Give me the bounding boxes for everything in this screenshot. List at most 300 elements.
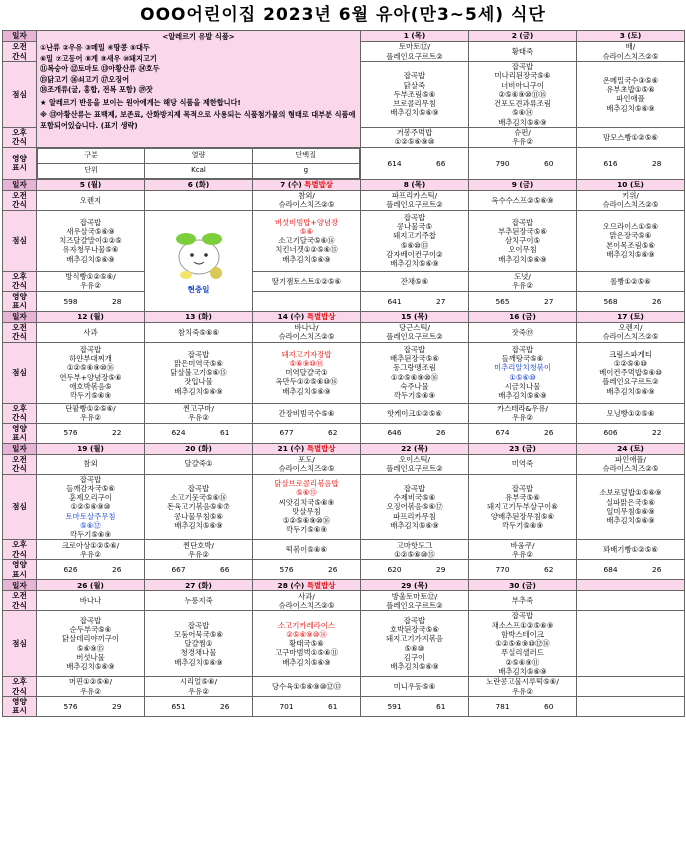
date-label: 16 (금) — [509, 312, 536, 322]
nutrition-cell — [577, 560, 685, 580]
allergy-heading: <알레르기 유발 식품> — [162, 32, 235, 41]
kcal-value: 624 — [171, 428, 186, 438]
pm-snack-cell — [37, 403, 145, 423]
am-snack-cell — [145, 454, 253, 474]
nutrition-cell — [37, 291, 145, 311]
special-badge: 특별밥상 — [301, 180, 333, 190]
am-snack-cell — [577, 190, 685, 210]
date-label: 1 (목) — [403, 31, 426, 41]
menu-line: 꽈배기빵①②⑤⑥ — [602, 545, 659, 555]
pm-snack-cell — [577, 677, 685, 697]
holiday-cell — [145, 210, 253, 311]
menu-line: ①②⑤⑥⑨⑩⑯ — [282, 516, 331, 526]
protein-value: 27 — [544, 296, 554, 306]
menu-line: 우유② — [80, 549, 101, 559]
menu-line: 오전 — [12, 591, 27, 601]
page-title: OOO어린이집 2023년 6월 유아(만3~5세) 식단 — [140, 5, 546, 25]
pm-snack-cell — [145, 540, 253, 560]
row-label — [3, 560, 37, 580]
date-label: 29 (목) — [401, 580, 428, 590]
am-snack-cell — [469, 454, 577, 474]
pm-snack-cell — [37, 677, 145, 697]
menu-line: 배/ — [625, 42, 636, 52]
kcal-value: 616 — [603, 158, 618, 168]
menu-line: 노란콩고물시루떡⑤⑥/ — [486, 677, 559, 687]
menu-line: 고마핫도그 — [396, 540, 433, 550]
menu-line: 모닝빵①②⑤⑥ — [606, 408, 655, 418]
legend-cell: Kcal — [145, 163, 252, 178]
menu-line: 배추김치⑤⑥⑨ — [606, 386, 655, 396]
date-cell — [577, 179, 685, 190]
menu-line: ①②⑤⑥⑨⑩ — [70, 502, 111, 512]
menu-line: 표시 — [12, 569, 27, 579]
menu-line: 잡곡밥 — [403, 483, 426, 493]
pm-snack-cell — [145, 677, 253, 697]
date-cell — [469, 311, 577, 322]
menu-line: 간식 — [12, 600, 27, 610]
row-label: 일자 — [3, 443, 37, 454]
mascot-icon — [164, 227, 234, 283]
date-cell — [469, 31, 577, 42]
pm-snack-cell — [253, 540, 361, 560]
menu-line: 깍두기⑤⑥⑨ — [285, 525, 328, 535]
menu-line: 미역달걀국① — [285, 368, 328, 378]
am-snack-cell — [469, 591, 577, 611]
kcal-value: 641 — [387, 296, 402, 306]
protein-value: 29 — [112, 701, 122, 711]
am-snack-cell — [577, 322, 685, 342]
menu-line: 소고기카레라이스 — [277, 620, 336, 630]
protein-value: 26 — [544, 428, 554, 438]
menu-line: 동그랑땡조림 — [393, 363, 436, 373]
menu-line: 표시 — [12, 433, 27, 443]
kcal-value: 591 — [387, 701, 402, 711]
date-label: 22 (목) — [401, 443, 428, 453]
date-cell — [37, 311, 145, 322]
menu-line: 슈라이스치즈②⑤ — [278, 200, 335, 210]
protein-value: 61 — [220, 428, 230, 438]
lunch-cell — [253, 342, 361, 403]
menu-line: 핫케이크①②⑤⑥ — [386, 408, 443, 418]
menu-line: 맘모스빵①②⑤⑥ — [602, 132, 659, 142]
nutrition-cell — [37, 423, 145, 443]
date-row — [3, 443, 685, 454]
menu-line: 브로콜리무침 — [393, 99, 436, 108]
kcal-value: 614 — [387, 158, 402, 168]
protein-value: 62 — [328, 428, 338, 438]
menu-line: 배추김치⑤⑥⑨ — [282, 254, 331, 264]
nutrition-row — [3, 560, 685, 580]
special-badge: 특별밥상 — [304, 443, 336, 453]
date-label: 15 (목) — [401, 312, 428, 322]
menu-line: 소고기달국⑤⑥⑯ — [278, 236, 335, 246]
menu-line: ⑤⑥ — [299, 226, 314, 236]
menu-line: 콩나물국⑤ — [396, 222, 433, 232]
menu-line: 채소스프①②⑤⑥⑨ — [491, 620, 554, 630]
nutrition-cell — [253, 697, 361, 717]
menu-line: 양배추된장무침⑤⑥ — [490, 511, 555, 521]
kcal-value: 576 — [63, 701, 78, 711]
am-snack-row — [3, 591, 685, 611]
pm-snack-cell — [361, 540, 469, 560]
menu-line: 플레인요구르트② — [386, 200, 443, 210]
menu-line: 오전 — [12, 322, 27, 332]
menu-line: 사과 — [83, 327, 98, 337]
menu-line: 오후 — [12, 677, 27, 687]
protein-value: 29 — [436, 565, 446, 575]
menu-line: 당근스틱/ — [398, 322, 431, 332]
menu-line: 잔채⑤⑥ — [400, 276, 429, 286]
menu-line: 잡곡밥 — [511, 344, 534, 354]
menu-line: ②⑤⑥⑨⑩⑪⑯ — [498, 89, 547, 99]
holiday-label: 현충일 — [187, 285, 210, 295]
menu-line: 방울토마토⑫/ — [391, 591, 438, 601]
menu-line: 들깨탕국⑤⑥ — [501, 354, 544, 364]
lunch-cell — [253, 474, 361, 540]
menu-line: 치킨너겟①②⑤⑥⑮ — [275, 245, 338, 255]
menu-line: 배추김치⑤⑥⑨ — [66, 662, 115, 672]
menu-line: 간식 — [12, 200, 27, 210]
menu-line: 영양 — [12, 291, 27, 301]
nutrition-cell — [577, 697, 685, 717]
lunch-row — [3, 342, 685, 403]
menu-line: 소보로덮밥①⑤⑥⑨ — [599, 488, 662, 498]
menu-line: 돼지고기가지볶음 — [385, 634, 444, 644]
pm-snack-cell — [361, 677, 469, 697]
kcal-value: 781 — [495, 701, 510, 711]
nutrition-cell — [145, 697, 253, 717]
nutrition-cell — [145, 423, 253, 443]
menu-line: 배추김치⑤⑥⑨ — [174, 657, 223, 667]
menu-line: 간식 — [12, 332, 27, 342]
menu-line: 건포도견과류조림 — [493, 99, 552, 108]
menu-line: 잡곡밥 — [187, 620, 210, 630]
menu-line: 우유② — [512, 413, 533, 423]
menu-line: 배추김치⑤⑥⑨ — [390, 520, 439, 530]
menu-line: 애호박볶음⑤ — [69, 381, 112, 391]
date-label: 9 (금) — [511, 180, 534, 190]
menu-line: 토마토살주무침 — [65, 511, 116, 521]
menu-line: 버섯나물 — [76, 652, 105, 662]
legend-cell: 단백질 — [252, 148, 359, 163]
date-cell — [361, 443, 469, 454]
menu-line: 롤빵①②⑤⑥ — [610, 276, 651, 286]
date-label: 30 (금) — [509, 580, 536, 590]
date-cell — [577, 311, 685, 322]
kcal-value: 684 — [603, 565, 618, 575]
menu-line: 잡곡밥 — [511, 62, 534, 71]
kcal-value: 651 — [171, 701, 186, 711]
row-label — [3, 540, 37, 560]
row-label: 점심 — [3, 210, 37, 271]
lunch-cell — [469, 611, 577, 677]
protein-value: 26 — [652, 565, 662, 575]
menu-line: 슈라이스치즈②⑤ — [278, 600, 335, 610]
menu-line: 돼지고기주찹 — [393, 231, 436, 241]
pm-snack-cell — [577, 540, 685, 560]
menu-line: 누룽지죽 — [184, 596, 213, 606]
menu-line: 파인애플/ — [614, 454, 647, 464]
menu-line: 배추된장국⑤⑥ — [390, 354, 439, 364]
protein-value: 22 — [112, 428, 122, 438]
am-snack-row — [3, 322, 685, 342]
legend-cell: 단위 — [38, 163, 145, 178]
date-cell — [469, 580, 577, 591]
date-label: 2 (금) — [511, 31, 534, 41]
menu-line: 우유② — [188, 686, 209, 696]
date-label: 3 (토) — [619, 31, 642, 41]
am-snack-cell — [469, 190, 577, 210]
lunch-cell — [469, 342, 577, 403]
nutrition-cell — [577, 423, 685, 443]
row-label: 점심 — [3, 611, 37, 677]
menu-line: 잡곡밥 — [511, 217, 534, 227]
menu-line: 시리얼⑤⑥/ — [179, 677, 218, 687]
date-label: 27 (화) — [185, 580, 212, 590]
nutrition-cell — [469, 423, 577, 443]
menu-line: 거봉주먹밥 — [396, 127, 433, 137]
date-cell — [469, 179, 577, 190]
menu-line: 모둠어묵국⑤⑥ — [174, 629, 223, 639]
row-label — [3, 127, 37, 147]
menu-line: 깍두기⑤⑥⑨ — [69, 530, 112, 540]
kcal-value: 565 — [495, 296, 510, 306]
legend-cell: 열량 — [145, 148, 252, 163]
pm-snack-cell — [469, 271, 577, 291]
nutrition-cell — [469, 147, 577, 179]
menu-line: 닭살브로콜리볶음밥 — [274, 479, 339, 489]
allergy-note: ※ ⑬아황산류는 표백제, 보존료, 산화방지제 목적으로 사용되는 식품첨가물의 형태로 대부분 식품에 포함되어있습니다. (표기 생략) — [40, 110, 356, 130]
nutrition-legend-grid — [37, 148, 360, 179]
date-label: 26 (월) — [77, 580, 104, 590]
date-cell — [145, 580, 253, 591]
protein-value: 60 — [544, 701, 554, 711]
menu-line: 바나나 — [79, 596, 102, 606]
menu-line: 머핀①②⑤⑥/ — [68, 677, 113, 687]
menu-line: 플레인요구르트② — [386, 51, 443, 61]
date-label: 24 (토) — [617, 443, 644, 453]
pm-snack-cell — [253, 403, 361, 423]
nutrition-cell — [361, 560, 469, 580]
pm-snack-cell — [361, 271, 469, 291]
menu-line: 부추죽 — [511, 596, 534, 606]
row-label: 점심 — [3, 474, 37, 540]
menu-line: 키위/ — [622, 190, 639, 200]
menu-line: 배추김치⑤⑥⑨ — [390, 108, 439, 118]
date-label: 23 (금) — [509, 443, 536, 453]
menu-line: 삼치구이⑤ — [504, 236, 541, 246]
date-cell — [253, 443, 361, 454]
date-cell — [145, 179, 253, 190]
row-label — [3, 42, 37, 62]
menu-line: 간식 — [12, 137, 27, 147]
menu-line: 배추김치⑤⑥⑨ — [498, 254, 547, 264]
date-cell — [37, 443, 145, 454]
menu-line: 바나나/ — [294, 322, 319, 332]
nutrition-cell — [145, 560, 253, 580]
protein-value: 26 — [436, 428, 446, 438]
pm-snack-cell — [577, 403, 685, 423]
menu-line: 씨앗김치국⑤⑥⑨ — [278, 497, 335, 507]
menu-line: ①②⑤⑥⑨⑩⑫⑯ — [495, 639, 550, 649]
menu-line: 슈라이스치즈②⑤ — [602, 51, 659, 61]
menu-line: 간장비빔국수⑤⑥ — [278, 408, 335, 418]
date-label: 20 (화) — [185, 443, 212, 453]
pm-snack-cell — [469, 540, 577, 560]
menu-line: 맑은미역국⑤⑥ — [174, 358, 223, 368]
menu-line: 황태국⑤⑥ — [289, 639, 324, 649]
menu-line: 황태죽 — [511, 46, 534, 56]
nutrition-cell — [361, 423, 469, 443]
kcal-value: 576 — [63, 428, 78, 438]
menu-line: ①②⑤⑥⑨⑩ — [394, 137, 435, 147]
menu-line: 오후 — [12, 540, 27, 550]
menu-line: 치즈달걀말이①②⑤ — [59, 236, 122, 246]
menu-line: 배추김치⑤⑥⑨ — [282, 386, 331, 396]
lunch-cell — [37, 342, 145, 403]
nutrition-legend — [37, 147, 361, 179]
menu-line: ①②⑤⑥⑨⑩⑯ — [390, 372, 439, 382]
row-label — [3, 271, 37, 291]
protein-value: 60 — [544, 158, 554, 168]
row-label: 점심 — [3, 62, 37, 128]
protein-value: 26 — [220, 701, 230, 711]
am-snack-cell — [361, 42, 469, 62]
menu-line: 닭살불고기⑤⑥⑮ — [170, 368, 227, 378]
allergy-info — [37, 31, 361, 148]
pm-snack-row — [3, 540, 685, 560]
pm-snack-cell — [253, 271, 361, 291]
menu-line: 오전 — [12, 42, 27, 52]
date-label: 19 (월) — [77, 443, 104, 453]
nutrition-cell — [577, 291, 685, 311]
allergy-line: ①난류 ②우유 ③메밀 ④땅콩 ⑤대두 — [40, 43, 150, 53]
am-snack-cell — [253, 190, 361, 210]
menu-line: 미니우동⑤⑥ — [393, 681, 436, 691]
nutrition-row — [3, 423, 685, 443]
kcal-value: 646 — [387, 428, 402, 438]
date-cell — [145, 311, 253, 322]
date-cell — [37, 179, 145, 190]
kcal-value: 568 — [603, 296, 618, 306]
menu-line: 연두부+양념장⑤⑥ — [59, 372, 122, 382]
menu-line: 오렌지 — [79, 195, 102, 205]
menu-line: 우유② — [512, 137, 533, 147]
special-badge: 특별밥상 — [304, 580, 336, 590]
nutrition-cell — [469, 291, 577, 311]
menu-line: 하얀부대찌개 — [69, 354, 112, 364]
kcal-value: 576 — [279, 565, 294, 575]
menu-line: 잡곡밥 — [403, 212, 426, 222]
menu-line: 배추김치⑤⑥⑨ — [174, 520, 223, 530]
am-snack-cell — [577, 591, 685, 611]
special-badge: 특별밥상 — [304, 312, 336, 322]
menu-line: 파프리카무침 — [393, 511, 436, 521]
protein-value: 27 — [436, 296, 446, 306]
lunch-cell — [37, 611, 145, 677]
menu-line: 간식 — [12, 686, 27, 696]
date-cell — [577, 443, 685, 454]
date-row — [3, 580, 685, 591]
date-cell — [253, 580, 361, 591]
menu-line: 잣죽⑲ — [511, 327, 534, 337]
pm-snack-cell — [37, 271, 145, 291]
menu-line: 우유② — [188, 413, 209, 423]
pm-snack-cell — [577, 127, 685, 147]
date-label: 17 (토) — [617, 312, 644, 322]
menu-line: 플레인요구르트② — [602, 377, 659, 387]
menu-line: 포도/ — [298, 454, 315, 464]
date-cell — [37, 580, 145, 591]
am-snack-cell — [577, 454, 685, 474]
menu-line: 딸기잼토스트①②⑤⑥ — [271, 276, 342, 286]
menu-line: ①②⑤⑥⑨⑩⑯ — [66, 363, 115, 373]
date-label: 12 (월) — [77, 312, 104, 322]
am-snack-cell — [37, 322, 145, 342]
date-label: 7 (수) — [280, 180, 302, 190]
date-cell — [145, 443, 253, 454]
menu-line: 영양 — [12, 153, 27, 163]
menu-line: 단팥빵①②⑤⑥/ — [65, 403, 116, 413]
lunch-cell — [469, 474, 577, 540]
lunch-cell — [361, 342, 469, 403]
menu-line: 깍두기⑤⑥⑨ — [69, 391, 112, 401]
row-label — [3, 591, 37, 611]
protein-value: 26 — [112, 565, 122, 575]
menu-line: 사과/ — [298, 591, 315, 601]
date-label: 6 (화) — [187, 180, 210, 190]
nutrition-cell — [37, 560, 145, 580]
menu-line: ⑤⑥⑩ — [404, 643, 425, 653]
am-snack-cell — [145, 591, 253, 611]
lunch-cell — [37, 474, 145, 540]
am-snack-cell — [145, 322, 253, 342]
menu-line: 잡곡밥 — [79, 344, 102, 354]
nutrition-cell — [37, 697, 145, 717]
menu-line: 청경채나물 — [180, 648, 217, 658]
lunch-cell — [361, 474, 469, 540]
am-snack-cell — [361, 322, 469, 342]
date-row — [3, 311, 685, 322]
lunch-cell — [37, 210, 145, 271]
menu-line: 일미무침⑤⑥⑨ — [606, 506, 655, 516]
lunch-row — [3, 210, 685, 271]
menu-line: 콩나물무침⑤⑥ — [174, 511, 223, 521]
menu-line: 방식빵①②⑤⑥/ — [65, 271, 116, 281]
menu-line: 달걀찜① — [184, 639, 213, 649]
lunch-cell — [577, 62, 685, 128]
protein-value: 66 — [436, 158, 446, 168]
menu-line: 배추김치⑤⑥⑨ — [390, 662, 439, 672]
lunch-cell — [253, 611, 361, 677]
menu-line: 배추김치⑤⑥⑨ — [174, 386, 223, 396]
lunch-cell — [469, 210, 577, 271]
am-snack-cell — [577, 42, 685, 62]
menu-line: 간식 — [12, 413, 27, 423]
menu-line: 영양 — [12, 697, 27, 706]
kcal-value: 770 — [495, 565, 510, 575]
nutrition-cell — [253, 291, 361, 311]
menu-line: 고구마범벅①⑤⑥⑪ — [275, 648, 338, 658]
am-snack-cell — [37, 190, 145, 210]
menu-line: 오전 — [12, 190, 27, 200]
pm-snack-cell — [361, 127, 469, 147]
menu-line: 오후 — [12, 271, 27, 281]
pm-snack-cell — [469, 677, 577, 697]
menu-line: 버섯비빔밥+양념장 — [274, 217, 339, 227]
am-snack-row — [3, 190, 685, 210]
menu-line: 찐고구마/ — [182, 403, 215, 413]
